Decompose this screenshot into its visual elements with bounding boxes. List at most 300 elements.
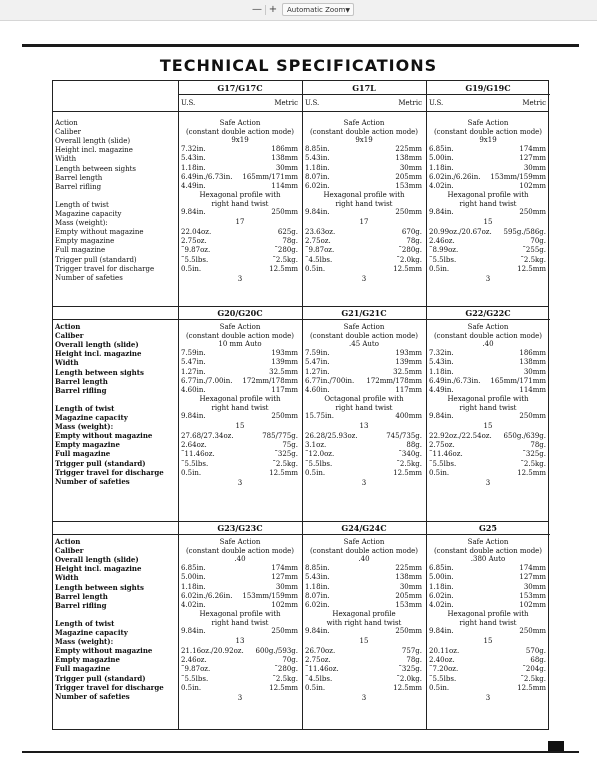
magazine-capacity: 15: [235, 422, 245, 431]
metric-value: 102mm: [519, 181, 546, 190]
mass-metric: ˜2.0kg.: [396, 255, 422, 264]
page-title: TECHNICAL SPECIFICATIONS: [159, 56, 438, 75]
rifling-line-1: Hexagonal profile with: [199, 190, 281, 199]
spec-label: Empty magazine: [55, 655, 120, 665]
action-line-2: (constant double action mode): [309, 546, 419, 555]
us-value: 6.02in.: [305, 600, 330, 609]
action-line-1: Safe Action: [467, 538, 509, 546]
us-value: 4.02in.: [429, 181, 454, 190]
metric-value: 153mm: [395, 181, 422, 190]
action-line-2: (constant double action mode): [185, 546, 295, 555]
rifling-line-2: right hand twist: [211, 618, 269, 627]
number-of-safeties: 3: [361, 478, 367, 487]
number-of-safeties: 3: [237, 274, 243, 283]
rifling-line-2: right hand twist: [459, 618, 517, 627]
metric-value: 153mm: [519, 591, 546, 600]
spec-label: Number of safeties: [55, 273, 123, 282]
metric-value: 114mm: [519, 385, 546, 394]
spec-label: Caliber: [55, 128, 81, 137]
metric-value: 193mm: [395, 349, 422, 358]
metric-value: 172mm/178mm: [242, 376, 298, 385]
metric-value: 225mm: [395, 145, 422, 154]
mass-metric: 12.5mm: [393, 264, 422, 273]
us-value: 6.85in.: [429, 564, 454, 573]
us-value: 5.47in.: [305, 358, 330, 367]
spec-label: Number of safeties: [55, 476, 130, 486]
mass-metric: ˜255g.: [522, 246, 546, 255]
caliber-value: 9x19: [479, 136, 497, 145]
action-line-2: (constant double action mode): [309, 331, 419, 340]
spec-label: Height incl. magazine: [55, 564, 142, 574]
twist-metric: 250mm: [519, 412, 546, 421]
us-value: 7.32in.: [429, 349, 454, 358]
model-name: G25: [479, 523, 497, 533]
pdf-viewer-toolbar: [0, 0, 597, 21]
spec-label: Length between sights: [55, 367, 144, 377]
action-line-2: (constant double action mode): [433, 331, 543, 340]
mass-us: 0.5in.: [305, 468, 326, 477]
zoom-select[interactable]: [282, 3, 354, 16]
mass-us: 0.5in.: [429, 683, 450, 692]
action-line-1: Safe Action: [219, 323, 261, 331]
us-value: 7.59in.: [181, 349, 206, 358]
metric-value: 186mm: [271, 145, 298, 154]
twist-us: 9.84in.: [429, 208, 454, 217]
rifling-line-1: Hexagonal profile with: [447, 394, 529, 403]
unit-us: U.S.: [429, 99, 444, 107]
mass-us: 0.5in.: [181, 468, 202, 477]
magazine-capacity: 17: [359, 218, 369, 227]
mass-us: 2.75oz.: [429, 441, 455, 450]
us-value: 4.49in.: [181, 181, 206, 190]
metric-value: 117mm: [271, 385, 298, 394]
caliber-value: 9x19: [355, 136, 373, 145]
metric-value: 127mm: [519, 573, 546, 582]
twist-metric: 250mm: [519, 627, 546, 636]
mass-metric: 78g.: [282, 237, 298, 246]
rifling-line-1: Hexagonal profile with: [447, 609, 529, 618]
spec-label: Action: [55, 119, 78, 127]
us-value: 5.43in.: [181, 154, 206, 163]
us-value: 4.02in.: [181, 600, 206, 609]
twist-metric: 250mm: [271, 627, 298, 636]
page-bottom-rule: [22, 751, 579, 753]
rifling-line-2: right hand twist: [459, 199, 517, 208]
twist-us: 9.84in.: [181, 627, 206, 636]
mass-us: 2.75oz.: [305, 237, 331, 246]
spec-label: Barrel length: [55, 591, 108, 601]
us-value: 1.18in.: [305, 163, 330, 172]
magazine-capacity: 13: [359, 422, 369, 431]
us-value: 1.18in.: [181, 582, 206, 591]
action-line-1: Safe Action: [219, 119, 261, 127]
mass-metric: ˜204g.: [522, 665, 546, 674]
mass-us: ˜5.5lbs.: [305, 459, 333, 468]
mass-us: 26.28/25.93oz.: [305, 432, 358, 441]
model-name: G17L: [352, 83, 376, 93]
spec-label: Magazine capacity: [55, 210, 122, 218]
rifling-line-2: with right hand twist: [326, 618, 402, 627]
spec-label: Overall length (slide): [55, 137, 131, 146]
mass-us: ˜5.5lbs.: [181, 255, 209, 264]
metric-value: 138mm: [519, 358, 546, 367]
metric-value: 30mm: [523, 367, 546, 376]
model-header-underline: [178, 534, 550, 535]
metric-value: 138mm: [395, 154, 422, 163]
model-header-underline: [178, 319, 550, 320]
mass-us: 0.5in.: [181, 683, 202, 692]
metric-value: 153mm/159mm: [490, 172, 546, 181]
us-value: 1.18in.: [305, 582, 330, 591]
mass-us: ˜5.5lbs.: [429, 674, 457, 683]
mass-metric: 78g.: [406, 237, 422, 246]
metric-value: 174mm: [519, 145, 546, 154]
us-value: 1.27in.: [305, 367, 330, 376]
mass-metric: 12.5mm: [269, 468, 298, 477]
mass-us: ˜11.46oz.: [181, 450, 215, 459]
mass-us: 0.5in.: [429, 264, 450, 273]
metric-value: 205mm: [395, 172, 422, 181]
spec-label: Number of safeties: [55, 691, 130, 701]
mass-metric: 745/735g.: [386, 432, 422, 441]
us-value: 6.77in./700in.: [305, 376, 355, 385]
metric-value: 153mm: [395, 600, 422, 609]
spec-label: Barrel rifling: [55, 600, 107, 610]
mass-us: 0.5in.: [305, 264, 326, 273]
us-value: 7.59in.: [305, 349, 330, 358]
spec-label: Empty magazine: [55, 440, 120, 450]
action-line-1: Safe Action: [343, 119, 385, 127]
rifling-line-1: Hexagonal profile with: [447, 190, 529, 199]
us-value: 6.02in./6.26in.: [181, 591, 233, 600]
metric-value: 30mm: [399, 582, 422, 591]
spec-label: Magazine capacity: [55, 628, 128, 637]
mass-metric: ˜2.0kg.: [396, 674, 422, 683]
mass-us: ˜12.0oz.: [305, 450, 335, 459]
twist-metric: 250mm: [271, 208, 298, 217]
twist-metric: 250mm: [271, 412, 298, 421]
caliber-value: .380 Auto: [470, 555, 506, 564]
model-name: G21/G21C: [341, 308, 387, 318]
unit-metric: Metric: [398, 99, 422, 107]
mass-metric: ˜2.5kg.: [520, 674, 546, 683]
twist-us: 9.84in.: [305, 208, 330, 217]
magazine-capacity: 15: [483, 422, 493, 431]
chevron-down-icon: ▼: [345, 7, 350, 14]
action-line-1: Safe Action: [343, 323, 385, 331]
us-value: 4.02in.: [429, 600, 454, 609]
mass-metric: 78g.: [406, 656, 422, 665]
model-name: G24/G24C: [341, 523, 387, 533]
us-value: 1.27in.: [181, 367, 206, 376]
mass-metric: 75g.: [282, 441, 298, 450]
mass-us: ˜9.87oz.: [305, 246, 335, 255]
us-value: 5.00in.: [429, 154, 454, 163]
mass-us: 20.11oz.: [429, 647, 460, 656]
metric-value: 172mm/178mm: [366, 376, 422, 385]
mass-metric: 650g./639g.: [503, 432, 546, 441]
metric-value: 205mm: [395, 591, 422, 600]
rifling-line-2: right hand twist: [335, 199, 393, 208]
twist-us: 9.84in.: [429, 412, 454, 421]
mass-metric: ˜280g.: [398, 246, 422, 255]
mass-us: 2.46oz.: [429, 237, 455, 246]
twist-metric: 250mm: [395, 627, 422, 636]
model-name: G19/G19C: [465, 83, 511, 93]
us-value: 6.02in./6.26in.: [429, 172, 481, 181]
spec-label: Trigger travel for discharge: [55, 264, 155, 273]
spec-label: Length between sights: [55, 582, 144, 592]
us-value: 5.43in.: [429, 358, 454, 367]
mass-metric: ˜2.5kg.: [272, 255, 298, 264]
mass-us: 2.75oz.: [305, 656, 331, 665]
mass-us: 0.5in.: [429, 468, 450, 477]
zoom-select-value: Automatic Zoom: [287, 6, 346, 14]
metric-value: 139mm: [271, 358, 298, 367]
twist-us: 9.84in.: [181, 208, 206, 217]
caliber-value: 10 mm Auto: [218, 340, 262, 349]
mass-metric: 595g./586g.: [503, 228, 546, 237]
metric-value: 32.5mm: [393, 367, 422, 376]
mass-us: 26.70oz.: [305, 647, 336, 656]
us-value: 7.32in.: [181, 145, 206, 154]
model-name: G17/G17C: [217, 83, 263, 93]
mass-us: 2.46oz.: [181, 656, 207, 665]
mass-us: ˜4.5lbs.: [305, 255, 333, 264]
table-section-divider: [53, 306, 548, 307]
mass-us: 20.99oz./20.67oz.: [429, 228, 492, 237]
number-of-safeties: 3: [485, 693, 491, 702]
magazine-capacity: 15: [359, 637, 369, 646]
us-value: 6.85in.: [181, 564, 206, 573]
mass-us: ˜11.46oz.: [305, 665, 339, 674]
rifling-line-2: right hand twist: [211, 199, 269, 208]
mass-us: 2.64oz.: [181, 441, 207, 450]
mass-metric: 670g.: [401, 228, 422, 237]
spec-label: Trigger pull (standard): [55, 673, 146, 683]
mass-us: 0.5in.: [181, 264, 202, 273]
spec-label: Full magazine: [55, 246, 106, 255]
number-of-safeties: 3: [361, 693, 367, 702]
metric-value: 102mm: [271, 600, 298, 609]
toolbar-separator: [265, 5, 266, 15]
number-of-safeties: 3: [237, 478, 243, 487]
mass-us: ˜8.99oz.: [429, 246, 459, 255]
spec-label: Mass (weight):: [55, 219, 108, 228]
mass-us: ˜5.5lbs.: [429, 255, 457, 264]
us-value: 6.85in.: [429, 145, 454, 154]
rifling-line-1: Hexagonal profile with: [199, 394, 281, 403]
twist-metric: 400mm: [395, 412, 422, 421]
spec-label: Action: [55, 537, 81, 546]
us-value: 1.18in.: [429, 582, 454, 591]
action-line-2: (constant double action mode): [185, 127, 295, 136]
specifications-table: [52, 80, 549, 730]
us-value: 4.60in.: [181, 385, 206, 394]
rifling-line-1: Octagonal profile with: [324, 394, 404, 403]
metric-value: 165mm/171mm: [242, 172, 298, 181]
spec-label: Trigger pull (standard): [55, 255, 137, 264]
spec-label: Full magazine: [55, 664, 111, 674]
zoom-in-button[interactable]: +: [268, 4, 278, 15]
zoom-out-button[interactable]: —: [252, 4, 262, 15]
mass-metric: ˜340g.: [398, 450, 422, 459]
number-of-safeties: 3: [237, 693, 243, 702]
mass-metric: ˜280g.: [274, 665, 298, 674]
twist-metric: 250mm: [395, 208, 422, 217]
action-line-1: Safe Action: [343, 538, 385, 546]
us-value: 1.18in.: [429, 367, 454, 376]
mass-metric: ˜2.5kg.: [272, 674, 298, 683]
mass-metric: ˜280g.: [274, 246, 298, 255]
number-of-safeties: 3: [361, 274, 367, 283]
rifling-line-1: Hexagonal profile with: [199, 609, 281, 618]
action-line-2: (constant double action mode): [433, 546, 543, 555]
spec-label: Trigger travel for discharge: [55, 467, 164, 477]
mass-metric: 12.5mm: [517, 264, 546, 273]
mass-metric: 68g.: [530, 656, 546, 665]
metric-value: 174mm: [271, 564, 298, 573]
units-row-divider: [53, 111, 548, 112]
metric-value: 32.5mm: [269, 367, 298, 376]
magazine-capacity: 13: [235, 637, 245, 646]
page-top-rule: [22, 44, 579, 47]
us-value: 8.85in.: [305, 564, 330, 573]
spec-label: Full magazine: [55, 449, 111, 459]
spec-label: Action: [55, 322, 81, 331]
page-number-mark: [548, 741, 564, 751]
mass-metric: ˜325g.: [398, 665, 422, 674]
caliber-value: .40: [482, 340, 494, 349]
spec-label: Trigger travel for discharge: [55, 682, 164, 692]
unit-metric: Metric: [522, 99, 546, 107]
spec-label: Overall length (slide): [55, 340, 139, 350]
action-line-1: Safe Action: [467, 119, 509, 127]
us-value: 4.60in.: [305, 385, 330, 394]
mass-metric: ˜2.5kg.: [520, 459, 546, 468]
action-line-2: (constant double action mode): [433, 127, 543, 136]
us-value: 5.43in.: [305, 573, 330, 582]
mass-us: ˜9.87oz.: [181, 665, 211, 674]
spec-label: Empty without magazine: [55, 431, 153, 441]
model-header-underline: [178, 94, 550, 95]
mass-us: 21.16oz./20.92oz.: [181, 647, 244, 656]
spec-label: Mass (weight):: [55, 422, 114, 432]
spec-label: Height incl. magazine: [55, 146, 133, 155]
mass-metric: ˜325g.: [274, 450, 298, 459]
spec-label: Empty without magazine: [55, 646, 153, 656]
units-row-divider: [53, 534, 178, 535]
mass-metric: 625g.: [277, 228, 298, 237]
metric-value: 186mm: [519, 349, 546, 358]
mass-us: ˜9.87oz.: [181, 246, 211, 255]
metric-value: 138mm: [395, 573, 422, 582]
unit-us: U.S.: [181, 99, 196, 107]
metric-value: 153mm/159mm: [242, 591, 298, 600]
spec-label: Width: [55, 573, 79, 583]
spec-label: Caliber: [55, 331, 84, 341]
us-value: 5.00in.: [181, 573, 206, 582]
us-value: 4.49in.: [429, 385, 454, 394]
rifling-line-1: Hexagonal profile with: [323, 190, 405, 199]
caliber-value: 9x19: [231, 136, 249, 145]
mass-us: ˜5.5lbs.: [181, 459, 209, 468]
magazine-capacity: 15: [483, 218, 493, 227]
mass-us: ˜7.20oz.: [429, 665, 459, 674]
unit-us: U.S.: [305, 99, 320, 107]
mass-metric: 757g.: [401, 647, 422, 656]
number-of-safeties: 3: [485, 478, 491, 487]
twist-us: 9.84in.: [429, 627, 454, 636]
us-value: 8.07in.: [305, 172, 330, 181]
mass-metric: 78g.: [530, 441, 546, 450]
model-name: G20/G20C: [217, 308, 263, 318]
mass-us: 23.63oz.: [305, 228, 336, 237]
model-name: G22/G22C: [465, 308, 511, 318]
rifling-line-2: right hand twist: [459, 403, 517, 412]
mass-metric: ˜2.5kg.: [272, 459, 298, 468]
spec-label: Height incl. magazine: [55, 349, 142, 359]
us-value: 1.18in.: [181, 163, 206, 172]
table-section-divider: [53, 521, 548, 522]
metric-value: 225mm: [395, 564, 422, 573]
spec-label: Barrel length: [55, 376, 108, 386]
mass-metric: 570g.: [525, 647, 546, 656]
mass-us: ˜5.5lbs.: [181, 674, 209, 683]
mass-metric: 70g.: [282, 656, 298, 665]
mass-metric: ˜2.5kg.: [396, 459, 422, 468]
metric-value: 117mm: [395, 385, 422, 394]
mass-metric: 785/775g.: [262, 432, 298, 441]
spec-label: Width: [55, 358, 79, 368]
mass-us: ˜5.5lbs.: [429, 459, 457, 468]
spec-label: Length of twist: [55, 618, 115, 628]
spec-label: Length between sights: [55, 164, 136, 173]
mass-us: ˜4.5lbs.: [305, 674, 333, 683]
twist-us: 9.84in.: [181, 412, 206, 421]
mass-metric: ˜2.5kg.: [520, 255, 546, 264]
mass-us: 22.92oz./22.54oz.: [429, 432, 492, 441]
us-value: 8.07in.: [305, 591, 330, 600]
magazine-capacity: 15: [483, 637, 493, 646]
metric-value: 114mm: [271, 181, 298, 190]
metric-value: 138mm: [271, 154, 298, 163]
metric-value: 193mm: [271, 349, 298, 358]
action-line-1: Safe Action: [467, 323, 509, 331]
caliber-value: .40: [234, 555, 246, 564]
units-row-divider: [53, 319, 178, 320]
us-value: 6.02in.: [429, 591, 454, 600]
mass-us: 0.5in.: [305, 683, 326, 692]
spec-label: Empty magazine: [55, 237, 115, 246]
mass-metric: 88g.: [406, 441, 422, 450]
magazine-capacity: 17: [235, 218, 245, 227]
spec-label: Barrel rifling: [55, 182, 102, 191]
metric-value: 174mm: [519, 564, 546, 573]
spec-label: Empty without magazine: [55, 228, 144, 237]
metric-value: 30mm: [523, 163, 546, 172]
mass-metric: 12.5mm: [517, 468, 546, 477]
mass-metric: 70g.: [530, 237, 546, 246]
spec-label: Barrel rifling: [55, 385, 107, 395]
mass-us: 2.75oz.: [181, 237, 207, 246]
action-line-1: Safe Action: [219, 538, 261, 546]
spec-label: Length of twist: [55, 200, 109, 209]
action-line-2: (constant double action mode): [309, 127, 419, 136]
mass-us: 22.04oz.: [181, 228, 212, 237]
mass-us: ˜11.46oz.: [429, 450, 463, 459]
unit-metric: Metric: [274, 99, 298, 107]
